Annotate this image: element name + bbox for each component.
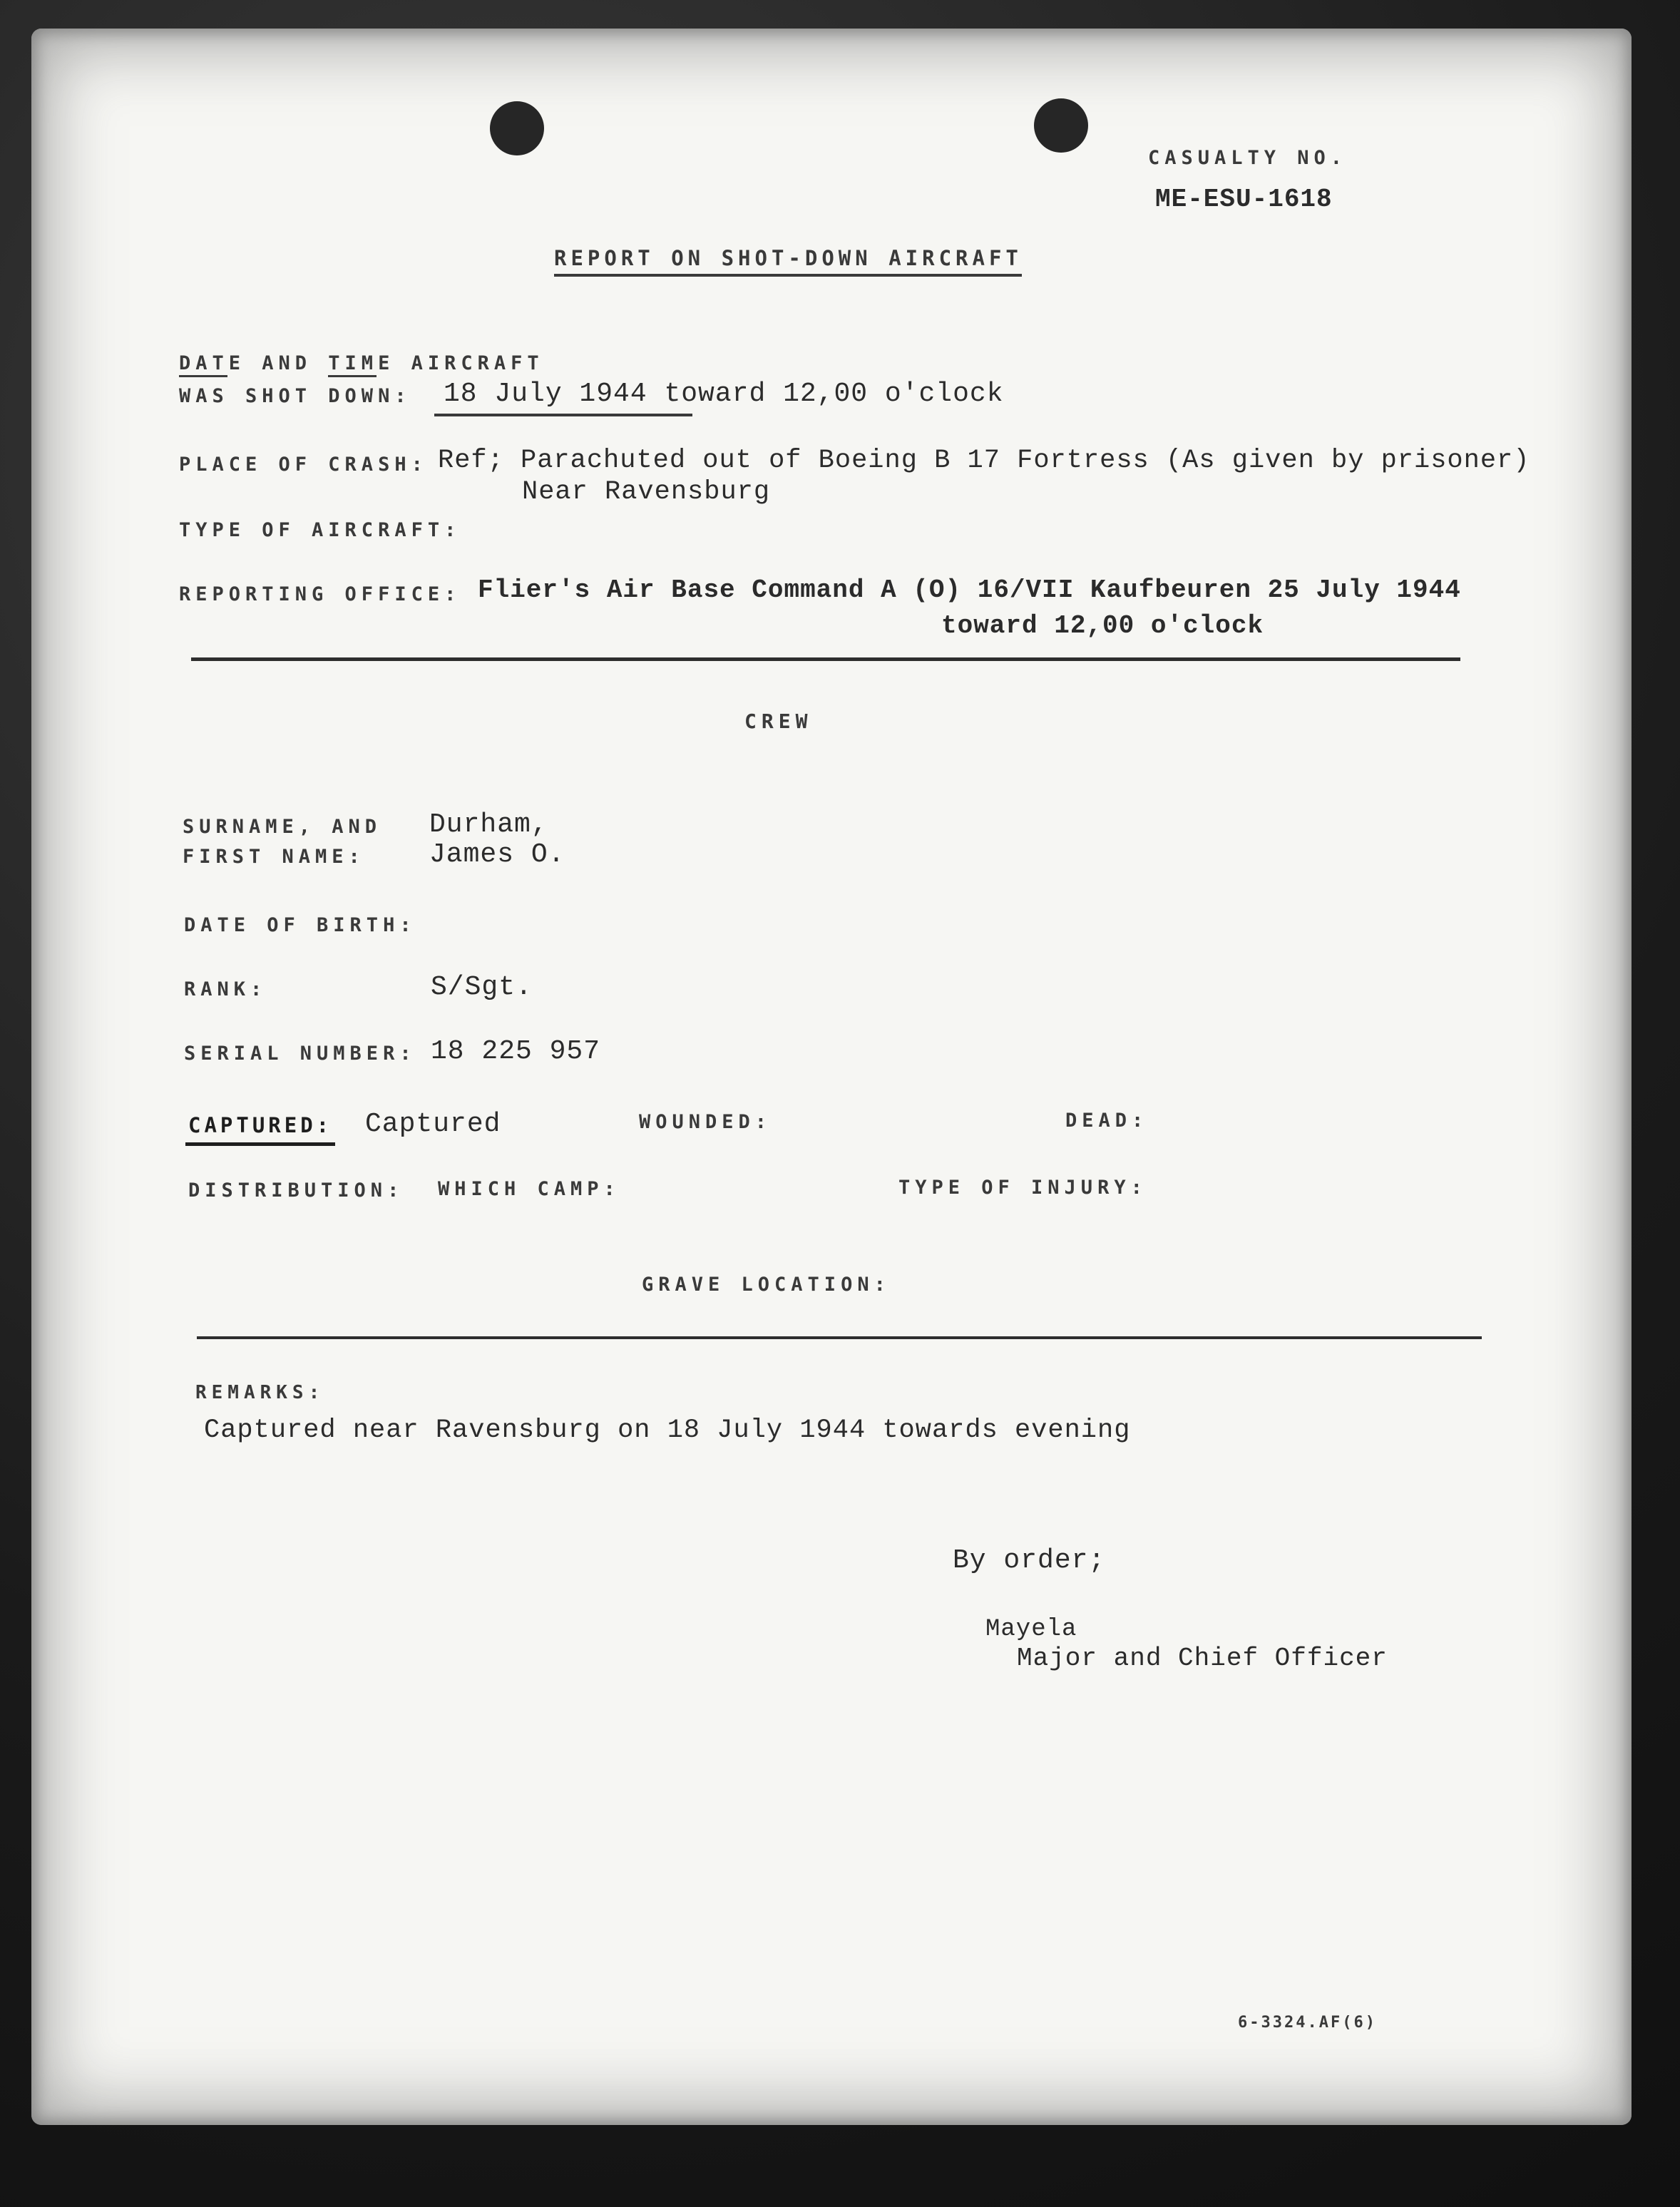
casualty-label: CASUALTY NO.	[1148, 147, 1348, 169]
crew-heading: CREW	[744, 710, 813, 733]
punch-hole-left	[490, 101, 544, 155]
casualty-number: ME-ESU-1618	[1155, 185, 1333, 214]
place-of-crash-location: Near Ravensburg	[522, 477, 771, 507]
place-of-crash-value: Ref; Parachuted out of Boeing B 17 Fortress (As given by prisoner)	[438, 446, 1530, 476]
rank-label: RANK:	[184, 978, 267, 1000]
divider-bottom	[197, 1336, 1482, 1339]
signatory-title: Major and Chief Officer	[1017, 1644, 1388, 1673]
document-page	[31, 29, 1632, 2125]
wounded-label: WOUNDED:	[639, 1111, 772, 1133]
distribution-label: DISTRIBUTION:	[188, 1179, 404, 1202]
reporting-office-time: toward 12,00 o'clock	[941, 611, 1264, 640]
reporting-office-value: Flier's Air Base Command A (O) 16/VII Kaufbeuren 25 July 1944	[478, 575, 1461, 605]
punch-hole-right	[1034, 98, 1088, 153]
captured-underline	[185, 1142, 335, 1146]
dead-label: DEAD:	[1065, 1110, 1149, 1132]
which-camp-label: WHICH CAMP:	[438, 1178, 620, 1200]
shot-down-label: WAS SHOT DOWN:	[179, 385, 411, 407]
page-title: REPORT ON SHOT-DOWN AIRCRAFT	[554, 246, 1023, 270]
shot-down-date-underline	[434, 414, 692, 416]
grave-location-label: GRAVE LOCATION:	[642, 1274, 891, 1296]
type-of-injury-label: TYPE OF INJURY:	[898, 1177, 1147, 1199]
remarks-text: Captured near Ravensburg on 18 July 1944 towards evening	[204, 1415, 1131, 1445]
divider-top	[191, 657, 1460, 661]
shot-down-date-value: 18 July 1944 toward 12,00 o'clock	[444, 379, 1004, 409]
first-name-label: FIRST NAME:	[183, 846, 365, 868]
first-name-value: James O.	[429, 839, 565, 870]
rank-value: S/Sgt.	[431, 972, 533, 1003]
title-underline	[554, 274, 1022, 277]
captured-value: Captured	[365, 1109, 501, 1140]
serial-number-label: SERIAL NUMBER:	[184, 1043, 416, 1065]
time-underline	[328, 375, 377, 377]
remarks-label: REMARKS:	[195, 1382, 325, 1403]
date-time-label: DATE AND TIME AIRCRAFT	[179, 352, 544, 374]
surname-label: SURNAME, AND	[183, 816, 382, 838]
date-underline	[179, 375, 227, 377]
captured-label: CAPTURED:	[188, 1113, 333, 1137]
place-of-crash-label: PLACE OF CRASH:	[179, 454, 428, 476]
serial-number-value: 18 225 957	[431, 1036, 601, 1067]
form-number: 6-3324.AF(6)	[1238, 2014, 1377, 2032]
by-order-text: By order;	[953, 1545, 1106, 1576]
type-of-aircraft-label: TYPE OF AIRCRAFT:	[179, 519, 461, 541]
date-of-birth-label: DATE OF BIRTH:	[184, 914, 416, 936]
reporting-office-label: REPORTING OFFICE:	[179, 583, 461, 605]
signatory-name: Mayela	[985, 1616, 1077, 1643]
surname-value: Durham,	[429, 809, 548, 840]
